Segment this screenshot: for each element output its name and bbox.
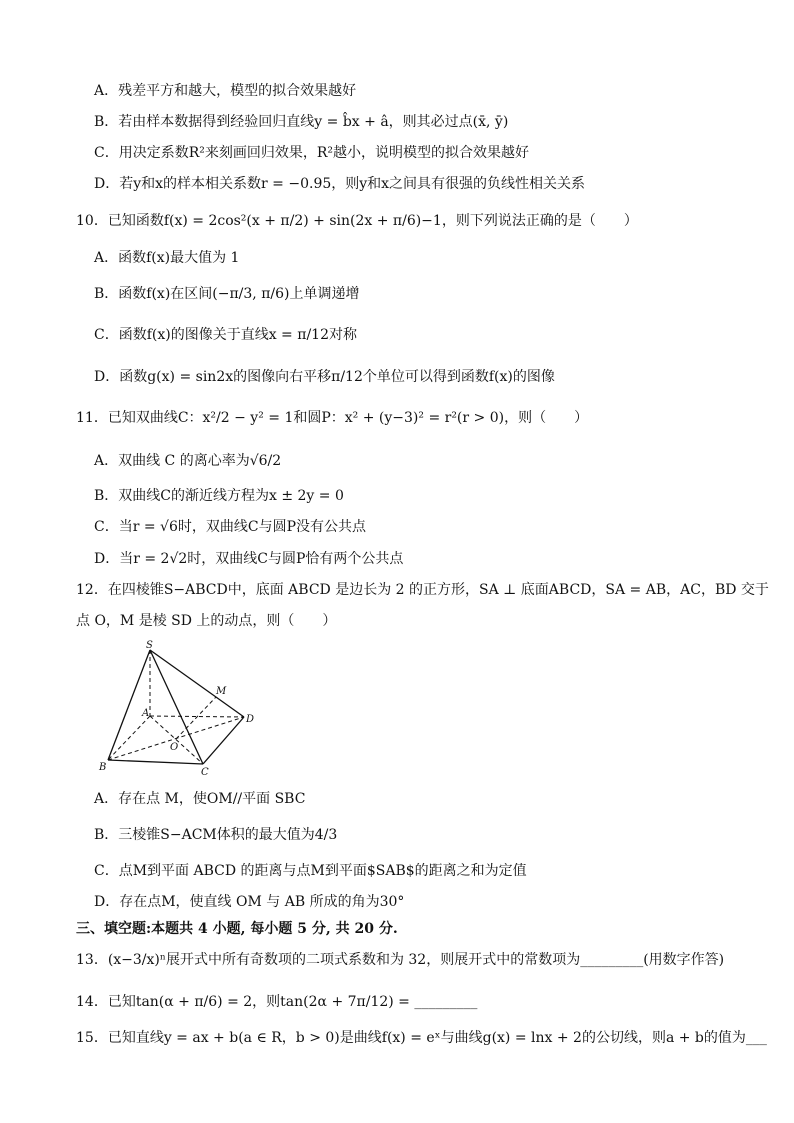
q11-option-d: D．当r = 2√2时，双曲线C与圆P恰有两个公共点: [94, 551, 404, 567]
q14-stem: 14．已知tan(α + π/6) = 2，则tan(2α + 7π/12) = _________: [76, 994, 478, 1010]
q11-option-b: B．双曲线C的渐近线方程为x ± 2y = 0: [94, 488, 344, 504]
q11-option-a: A．双曲线 C 的离心率为√6/2: [94, 453, 282, 469]
label-c: C: [201, 767, 209, 778]
section-heading-fill-in: 三、填空题:本题共 4 小题, 每小题 5 分, 共 20 分.: [76, 921, 398, 937]
label-m: M: [216, 686, 227, 697]
pyramid-diagram: [98, 640, 260, 782]
q10-stem: 10．已知函数f(x) = 2cos²(x + π/2) + sin(2x + π/6)−1，则下列说法正确的是（ ）: [76, 213, 638, 229]
q10-option-b: B．函数f(x)在区间(−π/3, π/6)上单调递增: [94, 286, 360, 302]
q12-option-b: B．三棱锥S−ACM体积的最大值为4/3: [94, 827, 338, 843]
q11-option-c: C．当r = √6时，双曲线C与圆P没有公共点: [94, 519, 366, 535]
q9-option-a: A．残差平方和越大，模型的拟合效果越好: [94, 83, 357, 99]
q12-stem-line2: 点 O，M 是棱 SD 上的动点，则（ ）: [76, 613, 337, 629]
pyramid-figure: [98, 640, 260, 782]
q9-option-b: B．若由样本数据得到经验回归直线y = b̂x + â，则其必过点(x̄, ȳ): [94, 114, 509, 130]
edge-cd: [203, 717, 244, 764]
q10-option-c: C．函数f(x)的图像关于直线x = π/12对称: [94, 327, 357, 343]
label-a: A: [142, 708, 150, 719]
label-b: B: [99, 762, 107, 773]
q12-option-c: C．点M到平面 ABCD 的距离与点M到平面$SAB$的距离之和为定值: [94, 863, 527, 879]
diagonal-ac-hidden: [150, 716, 203, 764]
q9-option-d: D．若y和x的样本相关系数r = −0.95，则y和x之间具有很强的负线性相关关系: [94, 176, 586, 192]
q15-stem: 15．已知直线y = ax + b(a ∈ R，b > 0)是曲线f(x) = eˣ与曲线g(x) = lnx + 2的公切线，则a + b的值为___: [76, 1030, 767, 1046]
q13-stem: 13．(x−3/x)ⁿ展开式中所有奇数项的二项式系数和为 32，则展开式中的常数项为_________(用数字作答): [76, 952, 725, 968]
q11-stem: 11．已知双曲线C：x²/2 − y² = 1和圆P：x² + (y−3)² = r²(r > 0)，则（ ）: [76, 410, 589, 426]
label-d: D: [246, 714, 255, 725]
q12-option-a: A．存在点 M，使OM//平面 SBC: [94, 791, 306, 807]
q9-option-c: C．用决定系数R²来刻画回归效果，R²越小，说明模型的拟合效果越好: [94, 145, 530, 161]
edge-sb: [108, 650, 150, 760]
q12-option-d: D．存在点M，使直线 OM 与 AB 所成的角为30°: [94, 894, 405, 910]
label-o: O: [170, 742, 179, 753]
label-s: S: [146, 640, 153, 651]
edge-sd: [150, 650, 244, 717]
q10-option-d: D．函数g(x) = sin2x的图像向右平移π/12个单位可以得到函数f(x)的图像: [94, 369, 555, 385]
edge-bc: [108, 760, 203, 764]
q12-stem-line1: 12．在四棱锥S−ABCD中，底面 ABCD 是边长为 2 的正方形，SA ⊥ 底面ABCD，SA = AB，AC，BD 交于: [76, 582, 769, 598]
q10-option-a: A．函数f(x)最大值为 1: [94, 250, 240, 266]
